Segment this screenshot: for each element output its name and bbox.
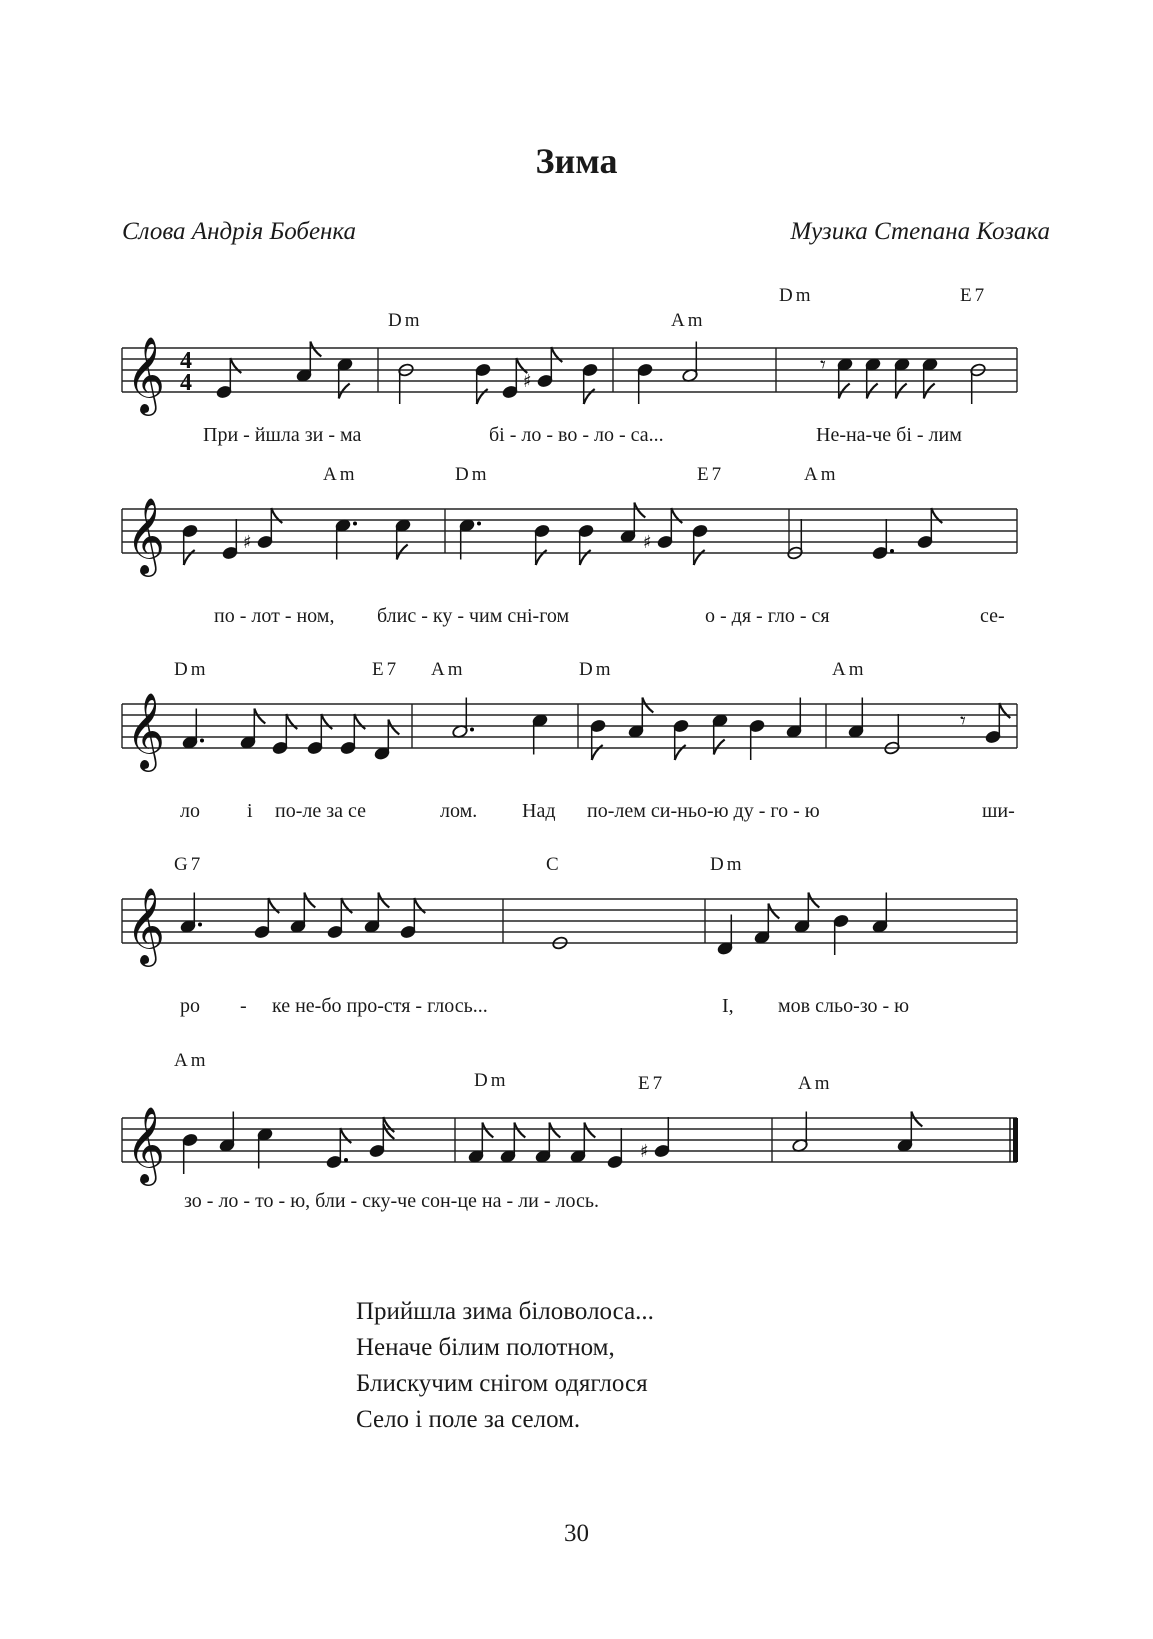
augmentation-dot: [200, 739, 204, 743]
note-flag: [671, 508, 682, 523]
lyrics-line: ло: [180, 800, 200, 822]
treble-clef-icon: 𝄞: [126, 1106, 166, 1183]
lyrics-line: о - дя - гло - ся: [705, 605, 830, 627]
augmentation-dot: [198, 923, 202, 927]
note-flag: [675, 745, 686, 760]
augmentation-dot: [353, 522, 357, 526]
eighth-rest-icon: 𝄾: [820, 353, 826, 378]
chord-symbol: E7: [697, 464, 725, 485]
chord-symbol: Am: [798, 1073, 833, 1094]
note-flag: [388, 720, 399, 735]
note-flag: [268, 898, 279, 913]
note-flag: [551, 347, 562, 362]
verse-line: Блискучим снігом одяглося: [356, 1370, 648, 1397]
verse-line: Прийшла зима біловолоса...: [356, 1298, 654, 1325]
lyrics-line: ро: [180, 995, 200, 1017]
composer-credit: Музика Степана Козака: [790, 218, 1050, 245]
treble-clef-icon: 𝄞: [126, 692, 166, 769]
verse-text: [356, 1294, 654, 1438]
lyrics-line: і: [247, 800, 253, 822]
note-flag: [592, 745, 603, 760]
chord-symbol: Dm: [779, 285, 814, 306]
note-flag: [867, 384, 878, 399]
chord-symbol: Am: [804, 464, 839, 485]
note-flag: [304, 893, 315, 908]
lyrics-line: зо - ло - то - ю, бли - ску-че сон-це на - ли - лось.: [184, 1190, 599, 1212]
lyrics-line: мов сльо-зо - ю: [778, 995, 910, 1017]
chord-symbol: C: [546, 854, 562, 875]
verse-line: Неначе білим полотном,: [356, 1334, 615, 1361]
note-flag: [584, 1123, 595, 1138]
note-flag: [642, 698, 653, 713]
sharp-icon: ♯: [640, 1141, 649, 1162]
note-flag: [999, 703, 1010, 718]
chord-symbol: E7: [372, 659, 400, 680]
chord-symbol: Am: [671, 310, 706, 331]
note-flag: [580, 550, 591, 565]
lyrics-line: ши-: [982, 800, 1015, 822]
note-flag: [911, 1112, 922, 1127]
chord-symbol: E7: [960, 285, 988, 306]
chord-symbol: Am: [323, 464, 358, 485]
note-flag: [378, 893, 389, 908]
lyrics-line: -: [240, 995, 247, 1017]
note-flag: [924, 384, 935, 399]
chord-symbol: E7: [638, 1073, 666, 1094]
chord-symbol: Dm: [474, 1070, 509, 1091]
note-flag: [714, 740, 725, 755]
note-flag: [310, 342, 321, 357]
lyrics-line: лом.: [440, 800, 478, 822]
eighth-rest-icon: 𝄾: [960, 709, 966, 734]
note-flag: [286, 714, 297, 729]
note-flag: [808, 893, 819, 908]
lyrics-line: бі - ло - во - ло - са...: [489, 424, 664, 446]
note-flag: [549, 1123, 560, 1138]
note-flag: [477, 389, 488, 404]
lyrics-line: по-ле за се: [275, 800, 366, 822]
note-flag: [584, 389, 595, 404]
chord-symbol: Am: [431, 659, 466, 680]
lyrics-line: се-: [980, 605, 1005, 627]
music-staff: [0, 1100, 1153, 1183]
treble-clef-icon: 𝄞: [126, 336, 166, 413]
augmentation-dot: [344, 1158, 348, 1162]
chord-symbol: Am: [174, 1050, 209, 1071]
time-signature: 4: [180, 370, 192, 396]
music-staff: [0, 686, 1153, 769]
lyricist-credit: Слова Андрія Бобенка: [122, 218, 357, 245]
note-flag: [321, 714, 332, 729]
treble-clef-icon: 𝄞: [126, 497, 166, 574]
note-flag: [768, 904, 779, 919]
note-flag: [414, 898, 425, 913]
music-staff: [0, 491, 1153, 574]
treble-clef-icon: 𝄞: [126, 887, 166, 964]
augmentation-dot: [477, 522, 481, 526]
lyrics-line: Над: [522, 800, 556, 822]
chord-symbol: Dm: [388, 310, 423, 331]
note-flag: [634, 503, 645, 518]
time-signature: 4: [180, 348, 192, 374]
lyrics-line: по-лем си-ньо-ю ду - го - ю: [587, 800, 820, 822]
note-flag: [896, 384, 907, 399]
chord-symbol: Dm: [174, 659, 209, 680]
note-flag: [271, 508, 282, 523]
page-number: 30: [564, 1520, 589, 1547]
note-flag: [931, 508, 942, 523]
lyrics-line: І,: [722, 995, 734, 1017]
lyrics-line: При - йшла зи - ма: [203, 424, 362, 446]
note-flag: [536, 550, 547, 565]
chord-symbol: Dm: [579, 659, 614, 680]
chord-symbol: Am: [832, 659, 867, 680]
music-staff: [0, 330, 1153, 413]
augmentation-dot: [470, 728, 474, 732]
note-flag: [254, 709, 265, 724]
note-flag: [514, 1123, 525, 1138]
lyrics-line: блис - ку - чим сні-гом: [377, 605, 570, 627]
note-flag: [230, 358, 241, 373]
note-flag: [839, 384, 850, 399]
lyrics-line: по - лот - ном,: [214, 605, 335, 627]
verse-line: Село і поле за селом.: [356, 1406, 581, 1433]
note-flag: [354, 714, 365, 729]
song-title: Зима: [535, 141, 618, 181]
chord-symbol: Dm: [710, 854, 745, 875]
note-flag: [397, 545, 408, 560]
sharp-icon: ♯: [523, 371, 532, 392]
lyrics-line: ке не-бо про-стя - глось...: [272, 995, 488, 1017]
sharp-icon: ♯: [643, 532, 652, 553]
note-flag: [340, 1128, 351, 1143]
note-flag: [184, 550, 195, 565]
lyrics-line: Не-на-че бі - лим: [816, 424, 962, 446]
augmentation-dot: [890, 549, 894, 553]
note-flag: [694, 550, 705, 565]
chord-symbol: Dm: [455, 464, 490, 485]
sharp-icon: ♯: [243, 532, 252, 553]
music-staff: [0, 881, 1153, 964]
note-flag: [482, 1123, 493, 1138]
final-barline: [1013, 1118, 1018, 1162]
note-flag: [339, 384, 350, 399]
note-flag: [341, 898, 352, 913]
chord-symbol: G7: [174, 854, 204, 875]
